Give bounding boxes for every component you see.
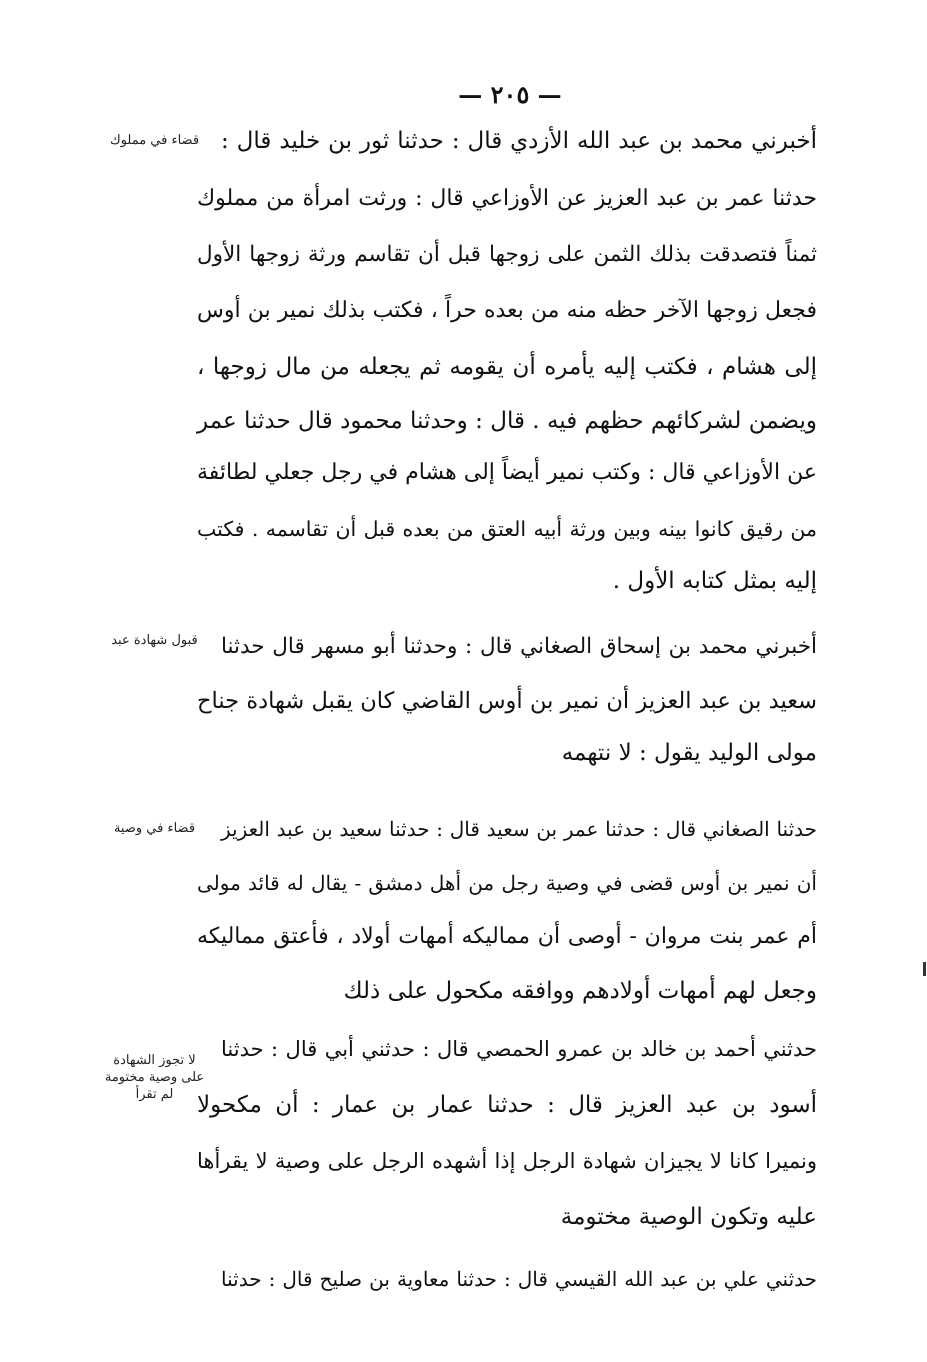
text-line-20: عليه وتكون الوصية مختومة [560, 1204, 817, 1230]
text-line-1: أخبرني محمد بن عبد الله الأزدي قال : حدثنا ثور بن خليد قال : [221, 128, 817, 154]
text-line-5: إلى هشام ، فكتب إليه يأمره أن يقومه ثم يجعله من مال زوجها ، [197, 354, 817, 380]
text-line-6: ويضمن لشركائهم حظهم فيه . قال : وحدثنا محمود قال حدثنا عمر [197, 408, 817, 434]
scan-edge-mark [923, 962, 926, 976]
text-line-13: حدثنا الصغاني قال : حدثنا عمر بن سعيد قال : حدثنا سعيد بن عبد العزيز [221, 817, 817, 841]
text-line-18: أسود بن عبد العزيز قال : حدثنا عمار بن عمار : أن مكحولا [197, 1092, 817, 1118]
text-line-19: ونميرا كانا لا يجيزان شهادة الرجل إذا أشهده الرجل على وصية لا يقرأها [197, 1149, 817, 1173]
text-line-21: حدثني علي بن عبد الله القيسي قال : حدثنا معاوية بن صليح قال : حدثنا [221, 1267, 817, 1291]
text-line-4: فجعل زوجها الآخر حظه منه من بعده حراً ، فكتب بذلك نمير بن أوس [197, 298, 817, 323]
text-line-15: أم عمر بنت مروان - أوصى أن مماليكه أمهات أولاد ، فأعتق مماليكه [197, 924, 817, 949]
margin-note-slave-ruling: قضاء في مملوك [109, 133, 200, 148]
text-line-3: ثمناً فتصدقت بذلك الثمن على زوجها قبل أن تقاسم ورثة زوجها الأول [197, 242, 817, 267]
margin-note-sealed-will: لا تجوز الشهادة على وصية مختومة لم تقرأ [104, 1053, 205, 1102]
text-line-16: وجعل لهم أمهات أولادهم ووافقه مكحول على ذلك [343, 978, 817, 1004]
text-line-8: من رقيق كانوا بينه وبين ورثة أبيه العتق من بعده قبل أن تقاسمه . فكتب [197, 517, 817, 541]
text-line-10: أخبرني محمد بن إسحاق الصغاني قال : وحدثنا أبو مسهر قال حدثنا [221, 634, 817, 659]
text-line-7: عن الأوزاعي قال : وكتب نمير أيضاً إلى هشام في رجل جعلي لطائفة [197, 460, 817, 485]
text-line-12: مولى الوليد يقول : لا نتهمه [561, 740, 817, 766]
text-line-2: حدثنا عمر بن عبد العزيز عن الأوزاعي قال : ورثت امرأة من مملوك [197, 186, 817, 211]
text-line-9: إليه بمثل كتابه الأول . [612, 568, 817, 594]
text-line-14: أن نمير بن أوس قضى في وصية رجل من أهل دمشق - يقال له قائد مولى [197, 871, 817, 895]
margin-note-slave-testimony: قبول شهادة عبد [111, 633, 198, 648]
text-line-11: سعيد بن عبد العزيز أن نمير بن أوس القاضي كان يقبل شهادة جناح [197, 688, 817, 714]
text-line-17: حدثني أحمد بن خالد بن عمرو الحمصي قال : حدثني أبي قال : حدثنا [221, 1037, 817, 1061]
margin-note-will-ruling: قضاء في وصية [113, 821, 196, 836]
page-number: — ٢٠٥ — [458, 80, 562, 109]
